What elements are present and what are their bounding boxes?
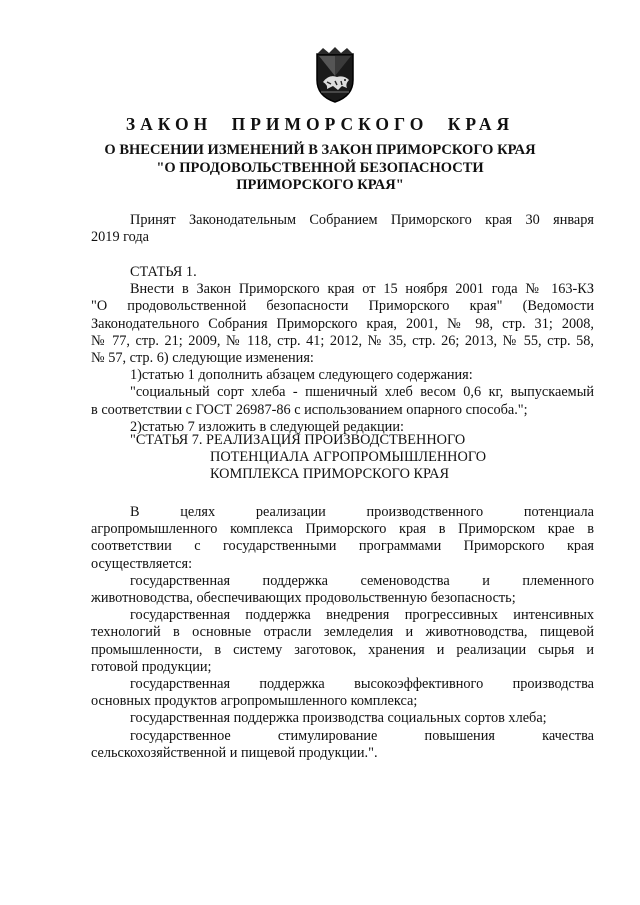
text-line: государственная поддержка внедрения прогрессивных интенсивных [130,607,594,624]
text-line: промышленности, в систему заготовок, хранения и реализации сырья и [91,641,594,658]
subtitle-line: "О ПРОДОВОЛЬСТВЕННОЙ БЕЗОПАСНОСТИ [156,159,484,176]
heading-line: ПОТЕНЦИАЛА АГРОПРОМЫШЛЕННОГО [210,449,487,466]
adoption-line: 2019 года [91,229,150,246]
text-line: В целях реализации производственного потенциала [130,504,594,520]
text-line: государственное стимулирование повышения качества [130,727,594,744]
text-line: агропромышленного комплекса Приморского края в Приморском крае в [91,521,594,538]
heading-line: КОМПЛЕКСА ПРИМОРСКОГО КРАЯ [210,466,450,483]
text-line: технологий в основные отрасли земледелия и животноводства, пищевой [91,624,594,641]
text-line: животноводства, обеспечивающих продовольственную безопасность; [91,590,516,607]
subtitle-line: О ВНЕСЕНИИ ИЗМЕНЕНИЙ В ЗАКОН ПРИМОРСКОГО КРАЯ [104,142,536,158]
article-7-body [91,504,594,762]
paragraph [91,728,594,762]
adoption-line: Принят Законодательным Собранием Приморского края 30 января [130,212,594,228]
text-line: государственная поддержка высокоэффективного производства [130,676,594,693]
text-line: Внести в Закон Приморского края от 15 ноября 2001 года № 163-КЗ [130,281,594,298]
article-1-intro [91,281,594,367]
text-line: осуществляется: [91,555,193,572]
amendment-quote-1 [91,384,594,418]
adoption-note [91,212,594,246]
law-subtitle [60,142,580,195]
subtitle-line: ПРИМОРСКОГО КРАЯ" [236,177,404,193]
amendment-item-2: 2)статью 7 изложить в следующей редакции: [130,418,404,435]
text-line: готовой продукции; [91,658,212,675]
heading-line: "СТАТЬЯ 7. РЕАЛИЗАЦИЯ ПРОИЗВОДСТВЕННОГО [130,432,466,448]
law-title: ЗАКОН ПРИМОРСКОГО КРАЯ [125,114,515,134]
text-line: № 57, стр. 6) следующие изменения: [91,350,314,367]
article-7-heading [130,432,486,484]
text-line: сельскохозяйственной и пищевой продукции.". [91,744,378,761]
text-line: Законодательного Собрания Приморского края, 2001, № 98, стр. 31; 2008, [91,315,594,332]
article-1-heading: СТАТЬЯ 1. [130,264,197,280]
paragraph [91,573,594,607]
paragraph [91,607,594,676]
paragraph: государственная поддержка производства социальных сортов хлеба; [130,710,547,727]
text-line: "социальный сорт хлеба - пшеничный хлеб весом 0,6 кг, выпускаемый [130,384,594,401]
text-line: основных продуктов агропромышленного комплекса; [91,693,418,710]
text-line: государственная поддержка семеноводства и племенного [130,572,594,589]
amendment-item-1: 1)статью 1 дополнить абзацем следующего содержания: [130,367,473,384]
paragraph [91,676,594,710]
text-line: в соответствии с ГОСТ 26987-86 с использованием опарного способа."; [91,401,528,418]
text-line: соответствии с государственными программами Приморского края [91,538,594,555]
article-1 [91,264,594,436]
paragraph [91,504,594,573]
text-line: "О продовольственной безопасности Приморского края" (Ведомости [91,298,594,315]
coat-of-arms-emblem-icon [311,46,359,104]
text-line: № 77, стр. 21; 2009, № 118, стр. 41; 2012, № 35, стр. 26; 2013, № 55, стр. 58, [91,332,594,349]
